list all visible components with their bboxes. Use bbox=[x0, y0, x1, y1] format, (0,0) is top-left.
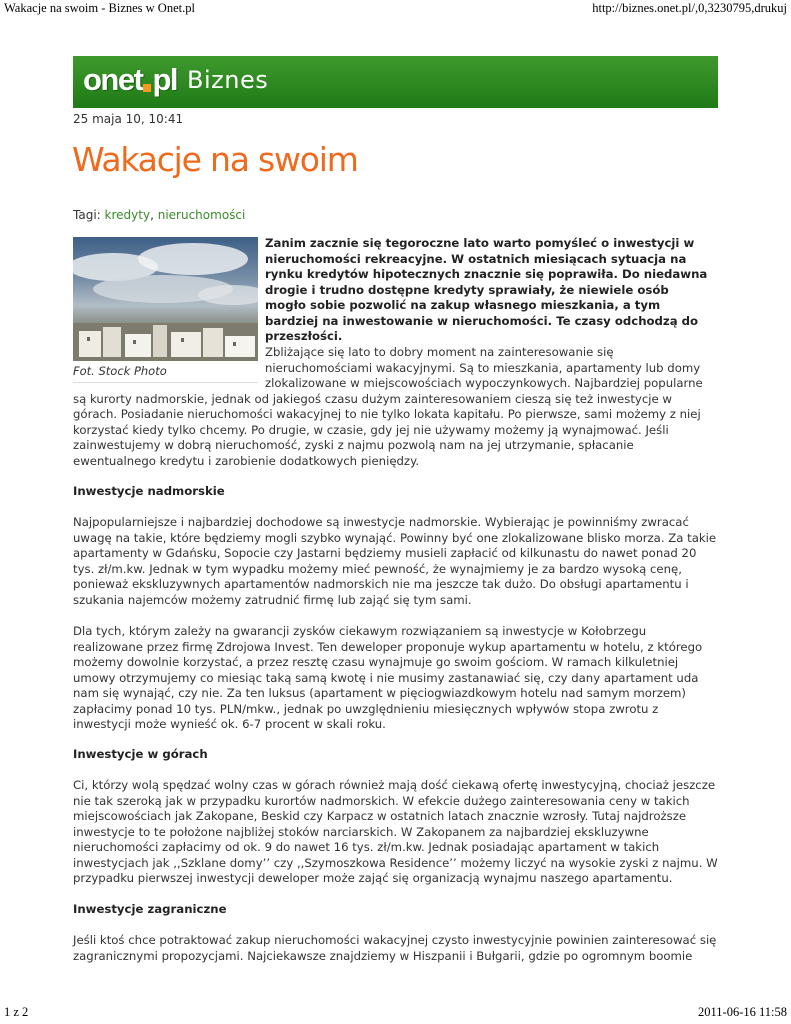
article-paragraph-4: Ci, którzy wolą spędzać wolny czas w górach również mają dość ciekawą ofertę inwestycyjną, chociaż jeszcze nie tak szeroką jak w przypadku kurortów nadmorskich. W efekcie dużego zainteresowania ceny w takich miejscowościach jak Zakopane, Beskid czy Karpacz w ostatnich latach znacznie wzrosły. Tutaj najdroższe inwestycje to te położone najbliżej stoków narciarskich. W Zakopanem za najbardziej ekskluzywne nieruchomości zapłacimy od ok. 9 do nawet 16 tys. zł/m.kw. Jednak posiadając apartament w takich inwestycjach jak ,,Szklane domy’’ czy ,,Szymoszkowa Residence’’ możemy liczyć na wysokie zyski z najmu. W przypadku pierwszej inwestycji deweloper może zająć się organizacją wynajmu naszego apartamentu. bbox=[73, 778, 718, 885]
print-footer-page: 1 z 2 bbox=[4, 1005, 29, 1019]
site-banner bbox=[73, 56, 718, 108]
onet-logo[interactable] bbox=[83, 62, 268, 98]
article-tags bbox=[73, 208, 245, 222]
section-heading-sea: Inwestycje nadmorskie bbox=[73, 484, 225, 498]
article-paragraph-1 bbox=[73, 345, 713, 469]
article-title: Wakacje na swoim bbox=[72, 140, 358, 179]
print-footer-datetime: 2011-06-16 11:58 bbox=[698, 1005, 787, 1019]
photo-illustration bbox=[73, 237, 258, 361]
tag-link-kredyty[interactable]: kredyty bbox=[104, 208, 151, 222]
article-paragraph-5: Jeśli ktoś chce potraktować zakup nieruchomości wakacyjnej czysto inwestycyjnie powinien zainteresować się zagranicznymi propozycjami. Najciekawsze znajdziemy w Hiszpanii i Bułgarii, gdzie po ogromnym boomie bbox=[73, 933, 717, 963]
print-header-url: http://biznes.onet.pl/,0,3230795,drukuj bbox=[592, 1, 787, 15]
tags-label: Tagi: bbox=[73, 208, 101, 222]
paragraph-1-text: Zbliżające się lato to dobry moment na zainteresowanie się nieruchomościami wakacyjnymi. Są to mieszkania, apartamenty lub domy zlokalizowane w miejscowościach wypoczynkowych. Najbardziej popularne są kurorty nadmorskie, jednak od jakiegoś czasu dużym zainteresowaniem cieszą się też inwestycje w górach. Posiadanie nieruchomości wakacyjnej to nie tylko lokata kapitału. Po pierwsze, sami możemy z niej korzystać kiedy tylko chcemy. Po drugie, w czasie, gdy jej nie używamy możemy ją wynajmować. Jeśli zainwestujemy w dobrą nieruchomość, zyski z najmu pozwolą nam na jej utrzymanie, spłacanie ewentualnego kredytu i zarobienie dodatkowych pieniędzy. bbox=[73, 345, 703, 468]
logo-dot-icon bbox=[143, 84, 151, 92]
logo-brand-suffix: pl bbox=[152, 62, 177, 97]
article-photo bbox=[73, 237, 258, 361]
article-paragraph-3: Dla tych, którym zależy na gwarancji zysków ciekawym rozwiązaniem są inwestycje w Kołobrzegu realizowane przez firmę Zdrojowa Invest. Ten deweloper proponuje wykup apartamentu w hotelu, z którego możemy dowolnie korzystać, a przez resztę czasu wynajmuje go swoim gościom. W ramach kilkuletniej umowy otrzymujemy co miesiąc taką samą kwotę i nie musimy zastanawiać się, czy dany apartament uda nam się wynająć, czy nie. Za ten luksus (apartament w pięciogwiazdkowym hotelu nad samym morzem) zapłacimy ponad 10 tys. PLN/mkw., jednak po uwzględnieniu miesięcznych wpływów stopa zwrotu z inwestycji może wynieść ok. 6-7 procent w skali roku. bbox=[73, 624, 703, 731]
article-paragraph-2: Najpopularniejsze i najbardziej dochodowe są inwestycje nadmorskie. Wybierając je powinniśmy zwracać uwagę na takie, które będziemy mogli szybko wynająć. Powinny być one zlokalizowane blisko morza. Za takie apartamenty w Gdańsku, Sopocie czy Jastarni będziemy musieli zapłacić od kilkunastu do nawet ponad 20 tys. zł/m.kw. Jednak w tym wypadku możemy mieć pewność, że wynajmiemy je za bardzo wysoką cenę, ponieważ ekskluzywnych apartamentów nadmorskich nie ma jeszcze tak dużo. Do obsługi apartamentu i szukania najemców możemy zatrudnić firmę lub zająć się tym sami. bbox=[73, 515, 717, 607]
logo-brand: onet bbox=[83, 62, 143, 97]
article-lead: Zanim zacznie się tegoroczne lato warto pomyśleć o inwestycji w nieruchomości rekreacyjne. W ostatnich miesiącach sytuacja na rynku kredytów hipotecznych znacznie się poprawiła. Do niedawna drogie i trudno dostępne kredyty sprawiały, że niewiele osób mogło sobie pozwolić na zakup własnego mieszkania, a tym bardziej na inwestowanie w nieruchomości. Te czasy odchodzą do przeszłości. bbox=[265, 236, 708, 343]
article-date: 25 maja 10, 10:41 bbox=[73, 112, 184, 126]
tag-link-nieruchomosci[interactable]: nieruchomości bbox=[157, 208, 246, 222]
tags-separator: , bbox=[150, 208, 154, 222]
photo-caption: Fot. Stock Photo bbox=[73, 364, 167, 378]
section-heading-mountains: Inwestycje w górach bbox=[73, 747, 208, 761]
section-heading-abroad: Inwestycje zagraniczne bbox=[73, 902, 227, 916]
photo-wrap-spacer bbox=[73, 345, 265, 385]
print-header-title: Wakacje na swoim - Biznes w Onet.pl bbox=[4, 1, 195, 15]
logo-section-name: Biznes bbox=[187, 66, 269, 94]
